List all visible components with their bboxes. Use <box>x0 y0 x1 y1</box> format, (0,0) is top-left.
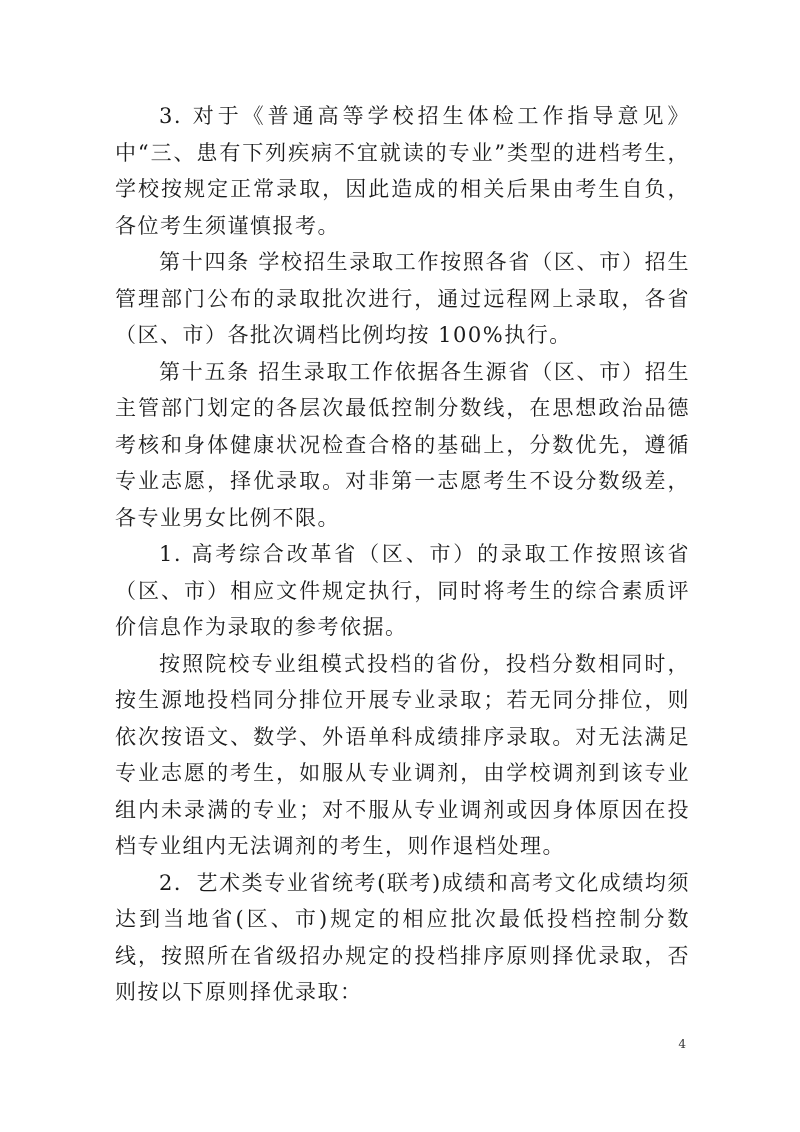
paragraph-major-group-admission: 按照院校专业组模式投档的省份，投档分数相同时，按生源地投档同分排位开展专业录取；若无同分排位，则依次按语文、数学、外语单科成绩排序录取。对无法满足专业志愿的考生，如服从专业调剂，由学校调剂到该专业组内未录满的专业；对不服从专业调剂或因身体原因在投档专业组内无法调剂的考生，则作退档处理。 <box>115 651 690 858</box>
paragraph-item-1-reform-provinces: 1. 高考综合改革省（区、市）的录取工作按照该省（区、市）相应文件规定执行，同时将考生的综合素质评价信息作为录取的参考依据。 <box>115 542 690 639</box>
paragraph-item-3-health-check: 3. 对于《普通高等学校招生体检工作指导意见》中“三、患有下列疾病不宜就读的专业”类型的进档考生，学校按规定正常录取，因此造成的相关后果由考生自负，各位考生须谨慎报考。 <box>115 104 690 238</box>
paragraph-article-15: 第十五条 招生录取工作依据各生源省（区、市）招生主管部门划定的各层次最低控制分数线，在思想政治品德考核和身体健康状况检查合格的基础上，分数优先，遵循专业志愿，择优录取。对非第一志愿考生不设分数级差，各专业男女比例不限。 <box>115 359 690 530</box>
page-number: 4 <box>678 1037 686 1051</box>
paragraph-article-14: 第十四条 学校招生录取工作按照各省（区、市）招生管理部门公布的录取批次进行，通过远程网上录取，各省（区、市）各批次调档比例均按 100%执行。 <box>115 250 690 347</box>
paragraph-item-2-art-majors: 2．艺术类专业省统考(联考)成绩和高考文化成绩均须达到当地省(区、市)规定的相应批次最低投档控制分数线，按照所在省级招办规定的投档排序原则择优录取，否则按以下原则择优录取： <box>115 870 690 1004</box>
document-body <box>115 98 690 1011</box>
